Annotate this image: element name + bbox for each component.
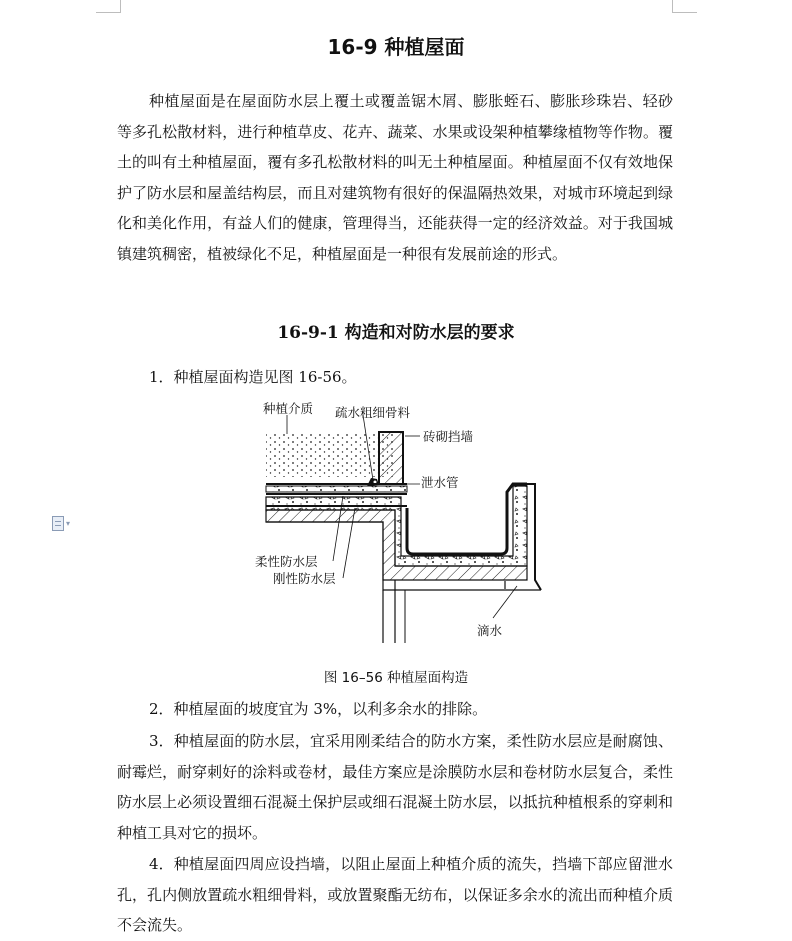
roof-construction-figure (255, 398, 547, 648)
section-title: 16-9-1 构造和对防水层的要求 (277, 323, 515, 343)
label-brick-wall: 砖砌挡墙 (423, 429, 474, 444)
page-corner-mark-left (96, 0, 121, 13)
list-item: 3．种植屋面的防水层，宜采用刚柔结合的防水方案，柔性防水层应是耐腐蚀、耐霉烂，耐穿刺好的涂料或卷材，最佳方案应是涂膜防水层和卷材防水层复合，柔性防水层上必须设置细石混凝土保护层或细石混凝土防水层，以抵抗种植根系的穿刺和种植工具对它的损坏。 (117, 732, 673, 842)
label-flexible-layer: 柔性防水层 (255, 554, 318, 569)
list-item: 2．种植屋面的坡度宜为 3%，以利多余水的排除。 (149, 700, 488, 718)
list-item: 1．种植屋面构造见图 16-56。 (149, 368, 357, 386)
label-planting-medium: 种植介质 (263, 401, 314, 416)
list-item: 4．种植屋面四周应设挡墙，以阻止屋面上种植介质的流失，挡墙下部应留泄水孔，孔内侧放置疏水粗细骨料，或放置聚酯无纺布，以保证多余水的流出而种植介质不会流失。 (117, 855, 673, 934)
label-drain-pipe: 泄水管 (421, 475, 459, 490)
label-rigid-layer: 刚性防水层 (273, 571, 336, 586)
page-corner-mark-right (672, 0, 697, 13)
label-drainage-aggregate: 疏水粗细骨料 (335, 405, 411, 420)
document-icon[interactable]: ▾ (52, 516, 80, 532)
label-drip: 滴水 (477, 623, 503, 638)
intro-paragraph: 种植屋面是在屋面防水层上覆土或覆盖锯木屑、膨胀蛭石、膨胀珍珠岩、轻砂等多孔松散材料，进行种植草皮、花卉、蔬菜、水果或设架种植攀缘植物等作物。覆土的叫有土种植屋面，覆有多孔松散材料的叫无土种植屋面。种植屋面不仅有效地保护了防水层和屋盖结构层，而且对建筑物有很好的保温隔热效果，对城市环境起到绿化和美化作用，有益人们的健康，管理得当，还能获得一定的经济效益。对于我国城镇建筑稠密，植被绿化不足，种植屋面是一种很有发展前途的形式。 (117, 92, 673, 263)
roof-section-drawing (255, 398, 547, 648)
page-title: 16-9 种植屋面 (327, 35, 465, 59)
figure-caption: 图 16–56 种植屋面构造 (323, 670, 469, 686)
